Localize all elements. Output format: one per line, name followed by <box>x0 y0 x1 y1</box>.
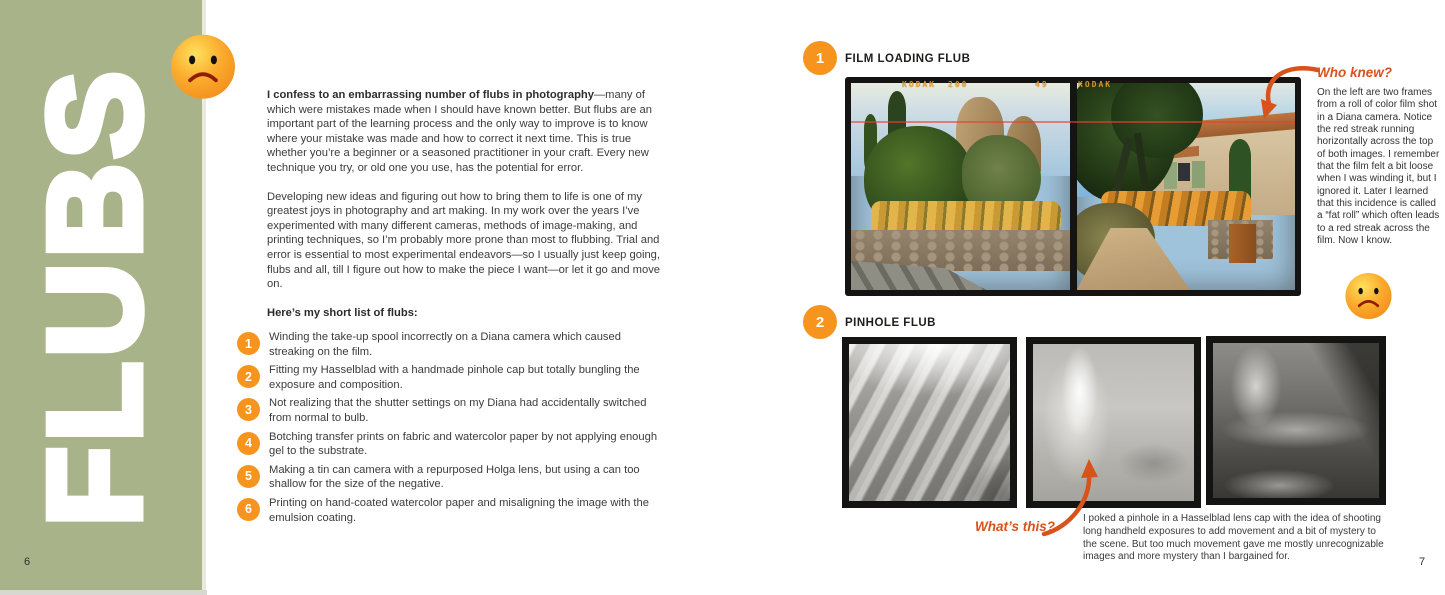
list-item <box>237 396 677 425</box>
list-item-text: Making a tin can camera with a repurposed Holga lens, but using a can too shallow for the size of the negative. <box>269 463 640 491</box>
intro-text-block <box>267 88 668 334</box>
whats-this-arrow-icon <box>1040 456 1102 540</box>
section-1-number-badge: 1 <box>803 41 837 75</box>
list-number-badge: 2 <box>237 365 260 388</box>
film-strip-photo <box>845 77 1301 296</box>
sad-face-emoji <box>169 32 237 100</box>
photo-wood-gate <box>1229 224 1255 263</box>
page-number-left: 6 <box>24 556 31 568</box>
pinhole-photo-3 <box>1206 336 1386 505</box>
film-frame-village-photo <box>851 83 1070 290</box>
intro-paragraph-1 <box>267 88 668 176</box>
page-bottom-edge <box>0 590 207 595</box>
list-number-badge: 3 <box>237 398 260 421</box>
intro-lead-rest: —many of which were mistakes made when I should have known better. But flubs are an important part of the learning process and the only way to improve is to know where your mistake was made and how to correct it next time. This is true whether you’re a beginner or a seasoned practitioner in your craft. Every new technique you try, or old one you use, has the potential for error. <box>267 89 652 174</box>
film-edge-marking: KODAK <box>902 80 937 89</box>
list-item-text: Printing on hand-coated watercolor paper and misaligning the image with the emulsion coating. <box>269 496 649 524</box>
photo-green-shutter <box>1192 161 1205 188</box>
whats-this-callout-title: What’s this? <box>975 519 1056 534</box>
list-number-badge: 1 <box>237 332 260 355</box>
section-2-title: PINHOLE FLUB <box>845 317 936 329</box>
red-streak-flaw <box>851 121 1295 123</box>
list-item <box>237 330 677 359</box>
photo-window <box>1178 163 1190 182</box>
intro-paragraph-2: Developing new ideas and figuring out how to bring them to life is one of my greatest joys in photography and art making. In my work over the years I’ve experimented with many different cameras, methods of image-making, and printing techniques, so I’m probably more prone than most to flubbing. Trial and error is essential to most experimental endeavors—so I usually just keep going, flubs and all, till I figure out how to make the piece I want—or let it go and move on. <box>267 190 661 291</box>
pinhole-caption-text: I poked a pinhole in a Hasselblad lens cap with the idea of shooting long handheld exposures to add movement and a bit of mystery to the scene. But too much movement gave me mostly unrecognizable images and more mystery than I bargained for. <box>1083 513 1384 563</box>
section-2-number-badge: 2 <box>803 305 837 339</box>
vertical-page-title: FLUBS <box>21 67 168 527</box>
list-item-text: Fitting my Hasselblad with a handmade pinhole cap but totally bungling the exposure and composition. <box>269 364 640 391</box>
list-item <box>237 430 677 459</box>
list-number-badge: 5 <box>237 465 260 488</box>
list-number-badge: 6 <box>237 498 260 521</box>
list-item-text: Winding the take-up spool incorrectly on a Diana camera which caused streaking on the film. <box>269 331 621 358</box>
list-item <box>237 496 677 525</box>
section-1-title: FILM LOADING FLUB <box>845 53 971 65</box>
who-knew-callout-text: On the left are two frames from a roll of color film shot in a Diana camera. Notice the red streak running horizontally across the top of both images. I remember that the film felt a bit loose when I was winding it, but I ignored it. Later I learned that this incidence is called a “fat roll” which often leads to a red streak across the film. Now I know. <box>1317 87 1440 247</box>
intro-lead-bold: I confess to an embarrassing number of flubs in photography <box>267 89 594 101</box>
page-number-right: 7 <box>1419 556 1426 568</box>
list-item-text: Botching transfer prints on fabric and watercolor paper by not applying enough gel to the substrate. <box>269 430 658 458</box>
film-edge-marking: KODAK <box>1078 80 1113 89</box>
flub-list <box>237 330 677 529</box>
list-item-text: Not realizing that the shutter settings on my Diana had accidentally switched from normal to bulb. <box>269 397 647 424</box>
flub-list-heading: Here’s my short list of flubs: <box>267 306 418 319</box>
list-item <box>237 463 677 492</box>
pinhole-photo-1 <box>842 337 1017 508</box>
film-edge-marking: 200 <box>948 80 969 89</box>
list-number-badge: 4 <box>237 432 260 455</box>
sad-face-emoji <box>1344 271 1393 320</box>
who-knew-arrow-icon <box>1258 62 1320 126</box>
who-knew-callout-title: Who knew? <box>1317 65 1392 80</box>
list-item <box>237 363 677 392</box>
film-edge-marking: 49 <box>1035 80 1049 89</box>
